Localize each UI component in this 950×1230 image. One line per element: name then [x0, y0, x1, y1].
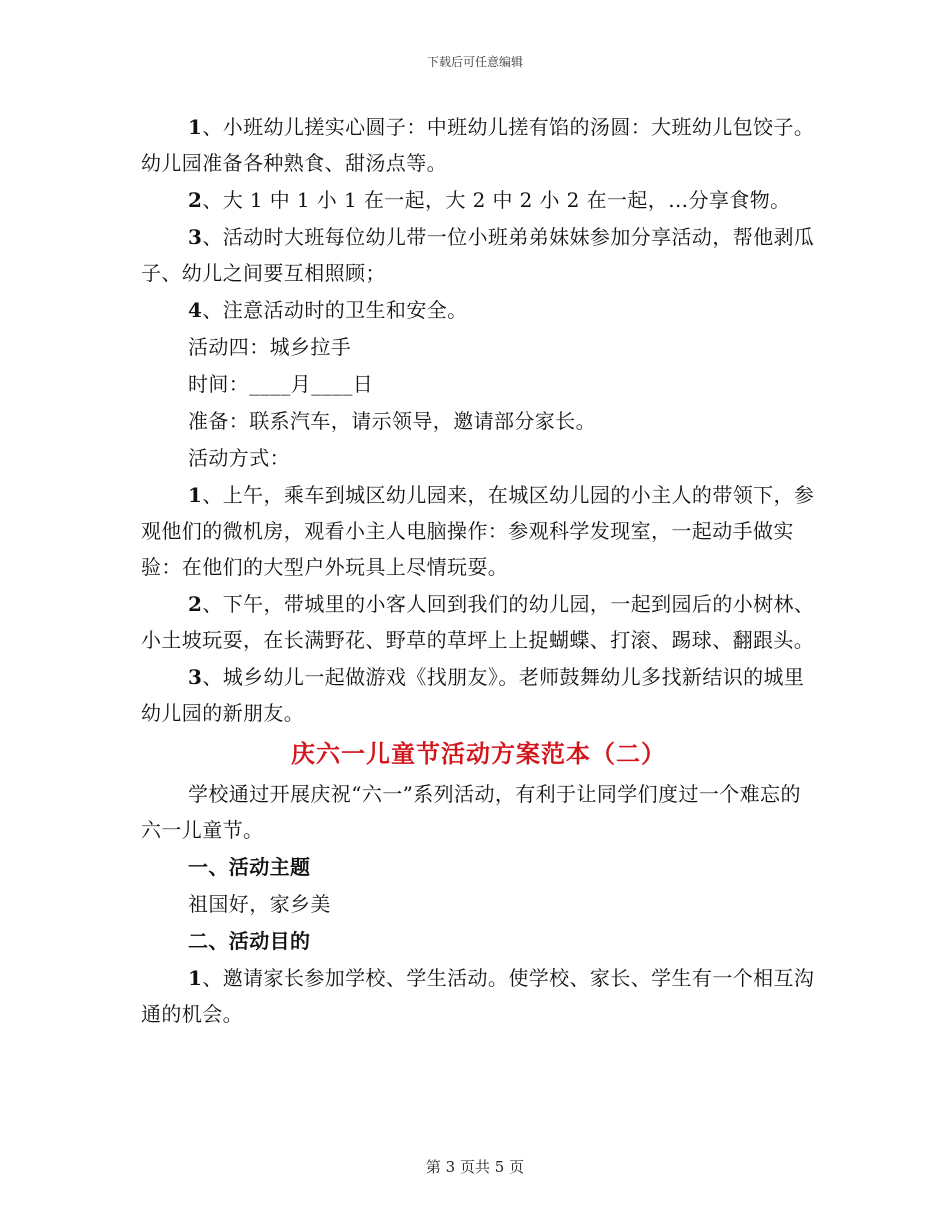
heading-goal: 二、活动目的 — [188, 929, 311, 953]
list-item: 3、城乡幼儿一起做游戏《找朋友》。老师鼓舞幼儿多找新结识的城里幼儿园的新朋友。 — [141, 665, 805, 725]
list-item: 2、下午，带城里的小客人回到我们的幼儿园，一起到园后的小树林、小土坡玩耍，在长满野花、野草的草坪上上捉蝴蝶、打滚、踢球、翻跟头。 — [141, 592, 815, 652]
list-item: 4、注意活动时的卫生和安全。 — [188, 298, 468, 322]
intro-paragraph: 学校通过开展庆祝“六一”系列活动，有利于让同学们度过一个难忘的六一儿童节。 — [141, 782, 801, 842]
heading-theme: 一、活动主题 — [188, 855, 311, 879]
document-body — [141, 109, 816, 1033]
activity-title: 活动四：城乡拉手 — [188, 335, 352, 359]
page-footer: 第 3 页共 5 页 — [425, 1158, 525, 1176]
activity-preparation: 准备：联系汽车，请示领导，邀请部分家长。 — [188, 409, 596, 433]
page-header: 下载后可任意编辑 — [426, 55, 523, 69]
list-item: 1、上午，乘车到城区幼儿园来，在城区幼儿园的小主人的带领下，参观他们的微机房，观看小主人电脑操作：参观科学发现室，一起动手做实验：在他们的大型户外玩具上尽情玩耍。 — [141, 483, 815, 579]
list-item: 1、邀请家长参加学校、学生活动。使学校、家长、学生有一个相互沟通的机会。 — [141, 966, 815, 1026]
activity-time: 时间：____月____日 — [188, 372, 374, 396]
theme-text: 祖国好，家乡美 — [188, 892, 331, 916]
list-item: 3、活动时大班每位幼儿带一位小班弟弟妹妹参加分享活动，帮他剥瓜子、幼儿之间要互相照顾； — [141, 225, 815, 285]
list-item: 2、大 1 中 1 小 1 在一起，大 2 中 2 小 2 在一起，…分享食物。 — [188, 188, 791, 212]
list-item: 1、小班幼儿搓实心圆子：中班幼儿搓有馅的汤圆：大班幼儿包饺子。幼儿园准备各种熟食、甜汤点等。 — [141, 115, 815, 175]
section-title: 庆六一儿童节活动方案范本（二） — [291, 740, 666, 768]
activity-method-label: 活动方式： — [188, 446, 290, 470]
